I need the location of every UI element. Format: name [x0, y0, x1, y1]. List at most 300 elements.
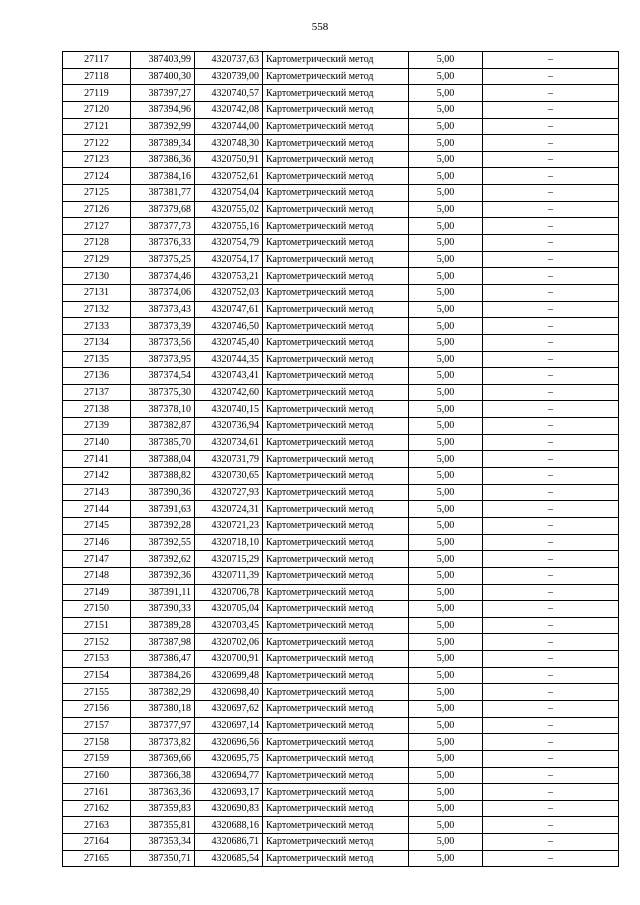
x-coordinate-cell: 387369,66 — [131, 750, 195, 767]
y-coordinate-cell: 4320747,61 — [195, 301, 263, 318]
x-coordinate-cell: 387403,99 — [131, 52, 195, 69]
point-number-cell: 27130 — [63, 268, 131, 285]
x-coordinate-cell: 387392,55 — [131, 534, 195, 551]
method-cell: Картометрический метод — [263, 101, 409, 118]
x-coordinate-cell: 387359,83 — [131, 800, 195, 817]
x-coordinate-cell: 387374,06 — [131, 284, 195, 301]
description-cell: – — [483, 201, 619, 218]
precision-cell: 5,00 — [409, 734, 483, 751]
y-coordinate-cell: 4320752,03 — [195, 284, 263, 301]
y-coordinate-cell: 4320698,40 — [195, 684, 263, 701]
precision-cell: 5,00 — [409, 118, 483, 135]
point-number-cell: 27162 — [63, 800, 131, 817]
method-cell: Картометрический метод — [263, 501, 409, 518]
method-cell: Картометрический метод — [263, 684, 409, 701]
precision-cell: 5,00 — [409, 700, 483, 717]
precision-cell: 5,00 — [409, 634, 483, 651]
precision-cell: 5,00 — [409, 318, 483, 335]
y-coordinate-cell: 4320685,54 — [195, 850, 263, 867]
point-number-cell: 27156 — [63, 700, 131, 717]
y-coordinate-cell: 4320752,61 — [195, 168, 263, 185]
method-cell: Картометрический метод — [263, 834, 409, 851]
point-number-cell: 27163 — [63, 817, 131, 834]
x-coordinate-cell: 387373,56 — [131, 334, 195, 351]
table-row — [63, 767, 619, 784]
precision-cell: 5,00 — [409, 384, 483, 401]
x-coordinate-cell: 387377,73 — [131, 218, 195, 235]
table-row — [63, 118, 619, 135]
y-coordinate-cell: 4320730,65 — [195, 468, 263, 485]
point-number-cell: 27149 — [63, 584, 131, 601]
description-cell: – — [483, 384, 619, 401]
table-row — [63, 284, 619, 301]
precision-cell: 5,00 — [409, 85, 483, 102]
y-coordinate-cell: 4320693,17 — [195, 784, 263, 801]
table-row — [63, 68, 619, 85]
method-cell: Картометрический метод — [263, 235, 409, 252]
table-row — [63, 185, 619, 202]
y-coordinate-cell: 4320743,41 — [195, 368, 263, 385]
point-number-cell: 27142 — [63, 468, 131, 485]
x-coordinate-cell: 387350,71 — [131, 850, 195, 867]
method-cell: Картометрический метод — [263, 451, 409, 468]
description-cell: – — [483, 434, 619, 451]
x-coordinate-cell: 387400,30 — [131, 68, 195, 85]
method-cell: Картометрический метод — [263, 251, 409, 268]
description-cell: – — [483, 185, 619, 202]
table-row — [63, 368, 619, 385]
point-number-cell: 27128 — [63, 235, 131, 252]
point-number-cell: 27123 — [63, 151, 131, 168]
table-row — [63, 52, 619, 69]
method-cell: Картометрический метод — [263, 85, 409, 102]
table-row — [63, 301, 619, 318]
point-number-cell: 27148 — [63, 567, 131, 584]
precision-cell: 5,00 — [409, 68, 483, 85]
y-coordinate-cell: 4320745,40 — [195, 334, 263, 351]
y-coordinate-cell: 4320746,50 — [195, 318, 263, 335]
precision-cell: 5,00 — [409, 834, 483, 851]
method-cell: Картометрический метод — [263, 717, 409, 734]
description-cell: – — [483, 101, 619, 118]
point-number-cell: 27164 — [63, 834, 131, 851]
precision-cell: 5,00 — [409, 767, 483, 784]
method-cell: Картометрический метод — [263, 351, 409, 368]
table-row — [63, 151, 619, 168]
point-number-cell: 27134 — [63, 334, 131, 351]
point-number-cell: 27145 — [63, 517, 131, 534]
method-cell: Картометрический метод — [263, 68, 409, 85]
x-coordinate-cell: 387363,36 — [131, 784, 195, 801]
method-cell: Картометрический метод — [263, 168, 409, 185]
table-row — [63, 517, 619, 534]
point-number-cell: 27137 — [63, 384, 131, 401]
point-number-cell: 27117 — [63, 52, 131, 69]
description-cell: – — [483, 468, 619, 485]
precision-cell: 5,00 — [409, 268, 483, 285]
y-coordinate-cell: 4320705,04 — [195, 601, 263, 618]
description-cell: – — [483, 334, 619, 351]
description-cell: – — [483, 85, 619, 102]
description-cell: – — [483, 251, 619, 268]
y-coordinate-cell: 4320706,78 — [195, 584, 263, 601]
point-number-cell: 27154 — [63, 667, 131, 684]
point-number-cell: 27136 — [63, 368, 131, 385]
method-cell: Картометрический метод — [263, 517, 409, 534]
y-coordinate-cell: 4320711,39 — [195, 567, 263, 584]
table-row — [63, 384, 619, 401]
description-cell: – — [483, 401, 619, 418]
method-cell: Картометрический метод — [263, 850, 409, 867]
method-cell: Картометрический метод — [263, 201, 409, 218]
y-coordinate-cell: 4320753,21 — [195, 268, 263, 285]
table-row — [63, 218, 619, 235]
table-row — [63, 584, 619, 601]
method-cell: Картометрический метод — [263, 750, 409, 767]
precision-cell: 5,00 — [409, 501, 483, 518]
point-number-cell: 27150 — [63, 601, 131, 618]
point-number-cell: 27131 — [63, 284, 131, 301]
description-cell: – — [483, 850, 619, 867]
description-cell: – — [483, 667, 619, 684]
method-cell: Картометрический метод — [263, 534, 409, 551]
precision-cell: 5,00 — [409, 800, 483, 817]
y-coordinate-cell: 4320744,00 — [195, 118, 263, 135]
description-cell: – — [483, 418, 619, 435]
method-cell: Картометрический метод — [263, 784, 409, 801]
y-coordinate-cell: 4320686,71 — [195, 834, 263, 851]
table-body — [63, 52, 619, 867]
table-row — [63, 784, 619, 801]
precision-cell: 5,00 — [409, 418, 483, 435]
x-coordinate-cell: 387388,82 — [131, 468, 195, 485]
y-coordinate-cell: 4320696,56 — [195, 734, 263, 751]
coordinates-table — [62, 51, 619, 867]
description-cell: – — [483, 700, 619, 717]
description-cell: – — [483, 451, 619, 468]
x-coordinate-cell: 387386,36 — [131, 151, 195, 168]
point-number-cell: 27120 — [63, 101, 131, 118]
table-row — [63, 451, 619, 468]
x-coordinate-cell: 387382,87 — [131, 418, 195, 435]
table-row — [63, 800, 619, 817]
x-coordinate-cell: 387375,30 — [131, 384, 195, 401]
y-coordinate-cell: 4320734,61 — [195, 434, 263, 451]
y-coordinate-cell: 4320755,02 — [195, 201, 263, 218]
y-coordinate-cell: 4320736,94 — [195, 418, 263, 435]
y-coordinate-cell: 4320750,91 — [195, 151, 263, 168]
x-coordinate-cell: 387390,33 — [131, 601, 195, 618]
precision-cell: 5,00 — [409, 667, 483, 684]
method-cell: Картометрический метод — [263, 218, 409, 235]
x-coordinate-cell: 387373,82 — [131, 734, 195, 751]
method-cell: Картометрический метод — [263, 767, 409, 784]
table-row — [63, 684, 619, 701]
precision-cell: 5,00 — [409, 284, 483, 301]
point-number-cell: 27127 — [63, 218, 131, 235]
y-coordinate-cell: 4320754,79 — [195, 235, 263, 252]
y-coordinate-cell: 4320754,04 — [195, 185, 263, 202]
x-coordinate-cell: 387353,34 — [131, 834, 195, 851]
method-cell: Картометрический метод — [263, 384, 409, 401]
method-cell: Картометрический метод — [263, 52, 409, 69]
y-coordinate-cell: 4320744,35 — [195, 351, 263, 368]
table-row — [63, 667, 619, 684]
precision-cell: 5,00 — [409, 750, 483, 767]
precision-cell: 5,00 — [409, 434, 483, 451]
table-row — [63, 567, 619, 584]
point-number-cell: 27155 — [63, 684, 131, 701]
description-cell: – — [483, 284, 619, 301]
y-coordinate-cell: 4320690,83 — [195, 800, 263, 817]
point-number-cell: 27158 — [63, 734, 131, 751]
method-cell: Картометрический метод — [263, 634, 409, 651]
method-cell: Картометрический метод — [263, 700, 409, 717]
precision-cell: 5,00 — [409, 784, 483, 801]
point-number-cell: 27146 — [63, 534, 131, 551]
description-cell: – — [483, 767, 619, 784]
point-number-cell: 27144 — [63, 501, 131, 518]
description-cell: – — [483, 800, 619, 817]
description-cell: – — [483, 817, 619, 834]
y-coordinate-cell: 4320742,60 — [195, 384, 263, 401]
x-coordinate-cell: 387391,63 — [131, 501, 195, 518]
description-cell: – — [483, 734, 619, 751]
precision-cell: 5,00 — [409, 484, 483, 501]
method-cell: Картометрический метод — [263, 567, 409, 584]
y-coordinate-cell: 4320697,14 — [195, 717, 263, 734]
y-coordinate-cell: 4320715,29 — [195, 551, 263, 568]
method-cell: Картометрический метод — [263, 418, 409, 435]
method-cell: Картометрический метод — [263, 334, 409, 351]
method-cell: Картометрический метод — [263, 601, 409, 618]
y-coordinate-cell: 4320702,06 — [195, 634, 263, 651]
description-cell: – — [483, 301, 619, 318]
table-row — [63, 168, 619, 185]
table-row — [63, 484, 619, 501]
table-row — [63, 135, 619, 152]
point-number-cell: 27132 — [63, 301, 131, 318]
point-number-cell: 27160 — [63, 767, 131, 784]
point-number-cell: 27133 — [63, 318, 131, 335]
precision-cell: 5,00 — [409, 850, 483, 867]
precision-cell: 5,00 — [409, 651, 483, 668]
y-coordinate-cell: 4320688,16 — [195, 817, 263, 834]
description-cell: – — [483, 168, 619, 185]
method-cell: Картометрический метод — [263, 268, 409, 285]
point-number-cell: 27129 — [63, 251, 131, 268]
table-row — [63, 201, 619, 218]
table-row — [63, 351, 619, 368]
precision-cell: 5,00 — [409, 168, 483, 185]
point-number-cell: 27151 — [63, 617, 131, 634]
precision-cell: 5,00 — [409, 468, 483, 485]
y-coordinate-cell: 4320740,57 — [195, 85, 263, 102]
description-cell: – — [483, 784, 619, 801]
description-cell: – — [483, 368, 619, 385]
x-coordinate-cell: 387394,96 — [131, 101, 195, 118]
y-coordinate-cell: 4320737,63 — [195, 52, 263, 69]
method-cell: Картометрический метод — [263, 135, 409, 152]
precision-cell: 5,00 — [409, 301, 483, 318]
table-row — [63, 534, 619, 551]
table-row — [63, 235, 619, 252]
table-row — [63, 401, 619, 418]
x-coordinate-cell: 387384,26 — [131, 667, 195, 684]
precision-cell: 5,00 — [409, 584, 483, 601]
precision-cell: 5,00 — [409, 617, 483, 634]
precision-cell: 5,00 — [409, 567, 483, 584]
point-number-cell: 27118 — [63, 68, 131, 85]
y-coordinate-cell: 4320697,62 — [195, 700, 263, 717]
point-number-cell: 27138 — [63, 401, 131, 418]
table-row — [63, 817, 619, 834]
y-coordinate-cell: 4320703,45 — [195, 617, 263, 634]
precision-cell: 5,00 — [409, 451, 483, 468]
x-coordinate-cell: 387392,36 — [131, 567, 195, 584]
point-number-cell: 27153 — [63, 651, 131, 668]
description-cell: – — [483, 517, 619, 534]
y-coordinate-cell: 4320731,79 — [195, 451, 263, 468]
method-cell: Картометрический метод — [263, 151, 409, 168]
point-number-cell: 27159 — [63, 750, 131, 767]
description-cell: – — [483, 135, 619, 152]
x-coordinate-cell: 387381,77 — [131, 185, 195, 202]
description-cell: – — [483, 651, 619, 668]
page-number: 558 — [311, 21, 329, 33]
description-cell: – — [483, 501, 619, 518]
description-cell: – — [483, 218, 619, 235]
description-cell: – — [483, 551, 619, 568]
method-cell: Картометрический метод — [263, 584, 409, 601]
description-cell: – — [483, 318, 619, 335]
precision-cell: 5,00 — [409, 551, 483, 568]
table-row — [63, 468, 619, 485]
x-coordinate-cell: 387387,98 — [131, 634, 195, 651]
x-coordinate-cell: 387392,62 — [131, 551, 195, 568]
point-number-cell: 27139 — [63, 418, 131, 435]
x-coordinate-cell: 387378,10 — [131, 401, 195, 418]
table-row — [63, 834, 619, 851]
description-cell: – — [483, 567, 619, 584]
table-row — [63, 551, 619, 568]
description-cell: – — [483, 151, 619, 168]
table-row — [63, 750, 619, 767]
precision-cell: 5,00 — [409, 218, 483, 235]
table-row — [63, 617, 619, 634]
point-number-cell: 27152 — [63, 634, 131, 651]
x-coordinate-cell: 387366,38 — [131, 767, 195, 784]
method-cell: Картометрический метод — [263, 817, 409, 834]
method-cell: Картометрический метод — [263, 484, 409, 501]
x-coordinate-cell: 387374,54 — [131, 368, 195, 385]
description-cell: – — [483, 601, 619, 618]
table-row — [63, 734, 619, 751]
method-cell: Картометрический метод — [263, 185, 409, 202]
x-coordinate-cell: 387391,11 — [131, 584, 195, 601]
y-coordinate-cell: 4320700,91 — [195, 651, 263, 668]
method-cell: Картометрический метод — [263, 651, 409, 668]
point-number-cell: 27141 — [63, 451, 131, 468]
x-coordinate-cell: 387390,36 — [131, 484, 195, 501]
y-coordinate-cell: 4320699,48 — [195, 667, 263, 684]
precision-cell: 5,00 — [409, 401, 483, 418]
table-row — [63, 268, 619, 285]
method-cell: Картометрический метод — [263, 468, 409, 485]
x-coordinate-cell: 387376,33 — [131, 235, 195, 252]
x-coordinate-cell: 387382,29 — [131, 684, 195, 701]
x-coordinate-cell: 387384,16 — [131, 168, 195, 185]
x-coordinate-cell: 387397,27 — [131, 85, 195, 102]
method-cell: Картометрический метод — [263, 617, 409, 634]
precision-cell: 5,00 — [409, 135, 483, 152]
y-coordinate-cell: 4320695,75 — [195, 750, 263, 767]
method-cell: Картометрический метод — [263, 284, 409, 301]
precision-cell: 5,00 — [409, 684, 483, 701]
x-coordinate-cell: 387389,34 — [131, 135, 195, 152]
precision-cell: 5,00 — [409, 817, 483, 834]
method-cell: Картометрический метод — [263, 434, 409, 451]
method-cell: Картометрический метод — [263, 301, 409, 318]
point-number-cell: 27147 — [63, 551, 131, 568]
table-row — [63, 717, 619, 734]
description-cell: – — [483, 834, 619, 851]
y-coordinate-cell: 4320742,08 — [195, 101, 263, 118]
table-row — [63, 601, 619, 618]
precision-cell: 5,00 — [409, 201, 483, 218]
table-row — [63, 651, 619, 668]
description-cell: – — [483, 534, 619, 551]
point-number-cell: 27165 — [63, 850, 131, 867]
point-number-cell: 27124 — [63, 168, 131, 185]
table-row — [63, 850, 619, 867]
x-coordinate-cell: 387388,04 — [131, 451, 195, 468]
description-cell: – — [483, 617, 619, 634]
precision-cell: 5,00 — [409, 351, 483, 368]
precision-cell: 5,00 — [409, 601, 483, 618]
table-row — [63, 318, 619, 335]
method-cell: Картометрический метод — [263, 368, 409, 385]
table-row — [63, 101, 619, 118]
description-cell: – — [483, 52, 619, 69]
precision-cell: 5,00 — [409, 334, 483, 351]
table-row — [63, 334, 619, 351]
table-row — [63, 434, 619, 451]
table-row — [63, 700, 619, 717]
precision-cell: 5,00 — [409, 717, 483, 734]
description-cell: – — [483, 68, 619, 85]
point-number-cell: 27119 — [63, 85, 131, 102]
x-coordinate-cell: 387373,43 — [131, 301, 195, 318]
method-cell: Картометрический метод — [263, 401, 409, 418]
y-coordinate-cell: 4320694,77 — [195, 767, 263, 784]
point-number-cell: 27143 — [63, 484, 131, 501]
point-number-cell: 27126 — [63, 201, 131, 218]
description-cell: – — [483, 684, 619, 701]
y-coordinate-cell: 4320724,31 — [195, 501, 263, 518]
x-coordinate-cell: 387385,70 — [131, 434, 195, 451]
method-cell: Картометрический метод — [263, 800, 409, 817]
method-cell: Картометрический метод — [263, 118, 409, 135]
precision-cell: 5,00 — [409, 368, 483, 385]
description-cell: – — [483, 717, 619, 734]
method-cell: Картометрический метод — [263, 551, 409, 568]
table-row — [63, 251, 619, 268]
table-row — [63, 634, 619, 651]
table-row — [63, 418, 619, 435]
precision-cell: 5,00 — [409, 235, 483, 252]
y-coordinate-cell: 4320721,23 — [195, 517, 263, 534]
